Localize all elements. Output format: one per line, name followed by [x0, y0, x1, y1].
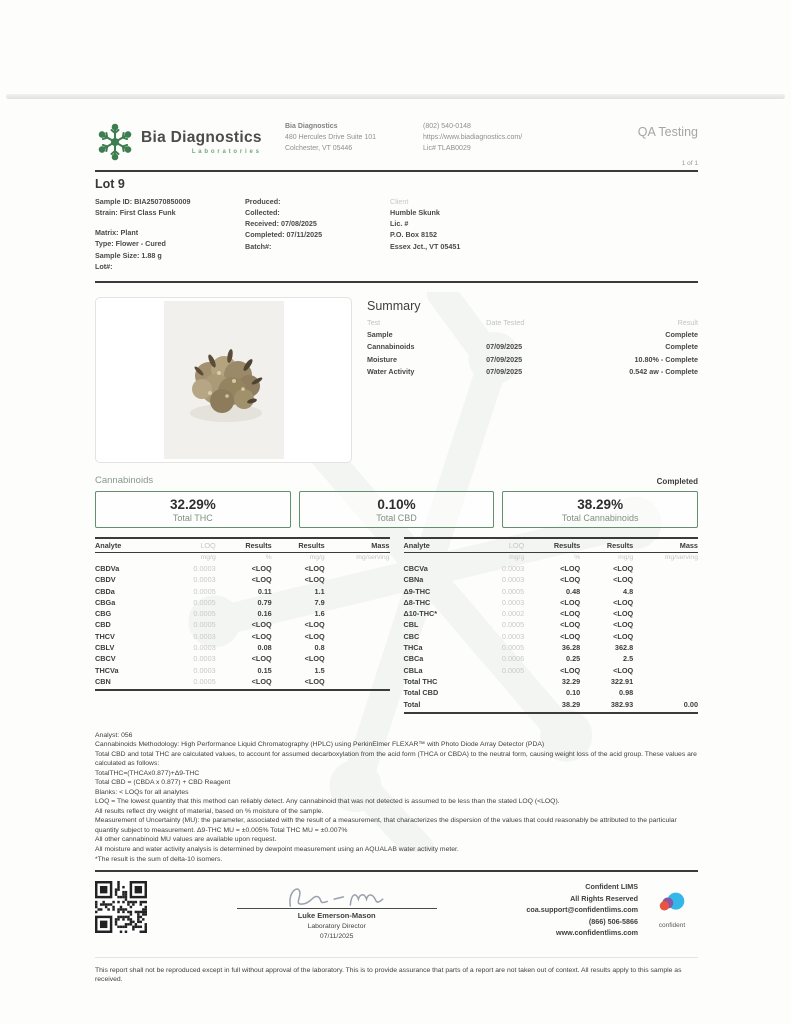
table-row: Moisture 07/09/2025 10.80% - Complete	[367, 354, 698, 364]
sample-id: Sample ID: BIA25070850009	[95, 197, 191, 206]
spacer	[95, 218, 245, 227]
sample-info	[95, 196, 698, 283]
client-license: Lic. #	[390, 219, 409, 229]
analyte-rows-right	[404, 563, 699, 710]
confident-logo-text: confident	[658, 922, 686, 930]
table-row: Total 38.29 382.93 0.00	[403, 699, 698, 709]
fine-print-line: Analyst: 056	[95, 731, 133, 739]
molecule-snowflake-icon	[95, 122, 135, 162]
sample-matrix: Matrix: Plant	[95, 228, 139, 238]
sample-details-column	[95, 196, 245, 272]
fine-print-line: Blanks: < LOQs for all analytes	[95, 788, 189, 796]
total-cbd-box	[299, 491, 495, 528]
summary-col-result: Result	[677, 317, 698, 327]
table-row: CBCV 0.0003 <LOQ <LOQ	[95, 654, 325, 664]
lims-name: Confident LIMS	[585, 882, 638, 892]
table-row: Δ9-THC 0.0005 0.48 4.8	[403, 586, 634, 596]
sample-size: Sample Size: 1.88 g	[95, 250, 162, 260]
lims-email: coa.support@confidentlims.com	[526, 905, 638, 915]
methodology-notes	[95, 731, 698, 864]
analyte-table-left	[95, 537, 390, 691]
fine-print-line: All results reflect dry weight of material, based on % moisture of the sample.	[95, 807, 324, 815]
qa-testing-label: QA Testing	[637, 125, 698, 139]
client-label: Client	[390, 197, 409, 206]
analyte-rows-left	[95, 563, 390, 687]
summary-col-date: Date Tested	[486, 317, 525, 327]
total-cannabinoids-box	[502, 491, 698, 528]
table-row: Total CBD 0.10 0.98	[403, 688, 634, 698]
client-name: Humble Skunk	[390, 208, 440, 218]
table-row: THCVa 0.0003 0.15 1.5	[95, 665, 325, 675]
sample-strain: Strain: First Class Funk	[95, 208, 176, 218]
batch-number: Batch#:	[245, 241, 272, 251]
lab-address-line2: Colchester, VT 05446	[285, 144, 353, 152]
table-row: Cannabinoids 07/09/2025 Complete	[367, 342, 698, 352]
table-row: Δ8-THC 0.0003 <LOQ <LOQ	[403, 597, 634, 607]
fine-print-line: All moisture and water activity analysis is determined by dewpoint measurement using an AQUALAB water activity meter.	[95, 845, 459, 853]
table-row: CBN 0.0005 <LOQ <LOQ	[95, 676, 325, 686]
cannabinoids-status: Completed	[656, 476, 698, 486]
summary-section	[367, 297, 698, 463]
table-row: CBG 0.0005 0.16 1.6	[95, 609, 325, 619]
page-top-edge	[6, 94, 785, 99]
cannabinoids-section-header	[95, 475, 698, 486]
dates-column	[245, 196, 390, 272]
total-thc-label: Total THC	[172, 512, 213, 523]
table-row: CBNa 0.0003 <LOQ <LOQ	[403, 575, 634, 585]
photo-summary-row	[95, 297, 698, 463]
table-row: THCV 0.0003 <LOQ <LOQ	[95, 631, 325, 641]
table-units-row: mg/g % mg/g mg/serving	[509, 554, 698, 562]
table-row: CBLV 0.0003 0.08 0.8	[95, 643, 325, 653]
lab-contact-block	[423, 122, 522, 155]
lab-phone: (802) 540-0148	[423, 123, 471, 130]
summary-header-row	[367, 317, 698, 329]
table-header-row: Analyte LOQ Results Results Mass	[95, 537, 390, 553]
total-cannabinoids-value: 38.29%	[577, 496, 624, 512]
qr-code	[95, 881, 147, 933]
table-units-row: mg/g % mg/g mg/serving	[200, 554, 390, 562]
fine-print-line: All other cannabinoid MU values are available upon request.	[95, 836, 277, 844]
signer-name: Luke Emerson-Mason	[297, 911, 376, 921]
confident-logo	[646, 881, 698, 929]
table-row: CBD 0.0005 <LOQ <LOQ	[95, 620, 325, 630]
analyte-tables	[95, 537, 698, 714]
table-row: CBGa 0.0005 0.79 7.9	[95, 597, 325, 607]
sample-lot: Lot#:	[95, 261, 113, 271]
table-row: CBDV 0.0003 <LOQ <LOQ	[95, 575, 325, 585]
table-row: CBDa 0.0005 0.11 1.1	[95, 586, 325, 596]
divider	[95, 870, 698, 872]
total-cbd-label: Total CBD	[376, 512, 417, 523]
completed-date: Completed: 07/11/2025	[245, 230, 323, 240]
client-column	[390, 196, 698, 272]
table-row: THCa 0.0005 36.28 362.8	[403, 643, 634, 653]
table-row: CBCVa 0.0003 <LOQ <LOQ	[403, 563, 634, 573]
lab-name: Bia Diagnostics	[141, 129, 262, 146]
collected-date: Collected:	[245, 208, 280, 218]
table-row: CBLa 0.0005 <LOQ <LOQ	[403, 665, 634, 675]
fine-print-line: TotalTHC=(THCAx0.877)+Δ9-THC	[95, 769, 200, 777]
report-disclaimer: This report shall not be reproduced except in full without approval of the laboratory. This is to provide assurance that parts of a report are not taken out of context. All results apply to this sample as received.	[95, 957, 698, 985]
fine-print-line: Cannabinoids Methodology: High Performance Liquid Chromatography (HPLC) using PerkinElmer FLEXAR™ with Photo Diode Array Detector (PDA)	[95, 741, 545, 749]
page-number: 1 of 1	[681, 160, 698, 167]
lab-website: https://www.biadiagnostics.com/	[423, 133, 523, 141]
report-header	[95, 122, 698, 172]
total-thc-value: 32.29%	[169, 496, 216, 512]
client-address1: P.O. Box 8152	[390, 230, 438, 240]
table-row: CBDVa 0.0003 <LOQ <LOQ	[95, 563, 325, 573]
sign-date: 07/11/2025	[319, 932, 354, 940]
lot-title: Lot 9	[95, 177, 125, 191]
lab-tagline: Laboratories	[191, 149, 262, 155]
lab-address-name: Bia Diagnostics	[285, 123, 338, 130]
fine-print-line: *The result is the sum of delta-10 isomers.	[95, 855, 223, 863]
table-row: Total THC 32.29 322.91	[403, 676, 634, 686]
lab-address-line1: 480 Hercules Drive Suite 101	[285, 133, 377, 141]
report-footer	[95, 881, 698, 942]
analyte-table-right	[404, 537, 699, 714]
received-date: Received: 07/08/2025	[245, 219, 317, 229]
table-row: Sample Complete	[367, 330, 698, 340]
lab-address-block	[285, 122, 413, 155]
sample-photo	[164, 301, 284, 459]
signature-block	[147, 883, 526, 942]
fine-print-line: Total CBD and total THC are calculated values, to account for assumed decarboxylation from the acid form (THCA or CBDA) to the neutral form, causing weight loss of the acid group. These values are calculated as follows:	[95, 750, 697, 768]
lims-rights: All Rights Reserved	[570, 893, 638, 903]
signature-line	[237, 908, 437, 909]
lab-license: Lic# TLAB0029	[423, 144, 471, 152]
confident-lims-block	[526, 881, 638, 939]
table-row: Δ10-THC* 0.0002 <LOQ <LOQ	[403, 609, 634, 619]
total-cannabinoids-label: Total Cannabinoids	[561, 512, 639, 523]
client-address2: Essex Jct., VT 05451	[390, 241, 461, 251]
table-header-row: Analyte LOQ Results Results Mass	[404, 537, 699, 553]
sample-photo-frame	[95, 297, 352, 463]
summary-col-test: Test	[367, 317, 381, 327]
sample-type: Type: Flower - Cured	[95, 239, 166, 249]
fine-print-line: LOQ = The lowest quantity that this method can reliably detect. Any cannabinoid that was not detected is assumed to be less than the stated LOQ (<LOQ).	[95, 798, 560, 806]
lims-phone: (866) 506-5866	[588, 916, 638, 926]
summary-title: Summary	[367, 298, 421, 313]
table-row: Water Activity 07/09/2025 0.542 aw - Complete	[367, 366, 698, 376]
report-sheet	[95, 122, 698, 985]
signer-title: Laboratory Director	[307, 922, 366, 930]
lims-website: www.confidentlims.com	[556, 928, 638, 938]
table-row: CBC 0.0003 <LOQ <LOQ	[403, 631, 634, 641]
cannabinoids-title: Cannabinoids	[95, 474, 154, 486]
summary-table	[367, 329, 698, 378]
table-row: CBCa 0.0006 0.25 2.5	[403, 654, 634, 664]
fine-print-line: Measurement of Uncertainty (MU): the parameter, associated with the result of a measurement, that characterizes the dispersion of the values that could reasonably be attributed to the particular quantity subject to measurement. Δ9-THC MU = ±0.005% Total THC MU = ±0.007%	[95, 817, 677, 834]
three-overlapping-circles-icon	[655, 890, 689, 916]
totals-row	[95, 491, 698, 528]
table-row: CBL 0.0005 <LOQ <LOQ	[403, 620, 634, 630]
fine-print-line: Total CBD = (CBDA x 0.877) + CBD Reagent	[95, 779, 231, 787]
total-cbd-value: 0.10%	[377, 496, 416, 512]
total-thc-box	[95, 491, 291, 528]
lab-logo	[95, 122, 271, 162]
produced-date: Produced:	[245, 197, 281, 206]
